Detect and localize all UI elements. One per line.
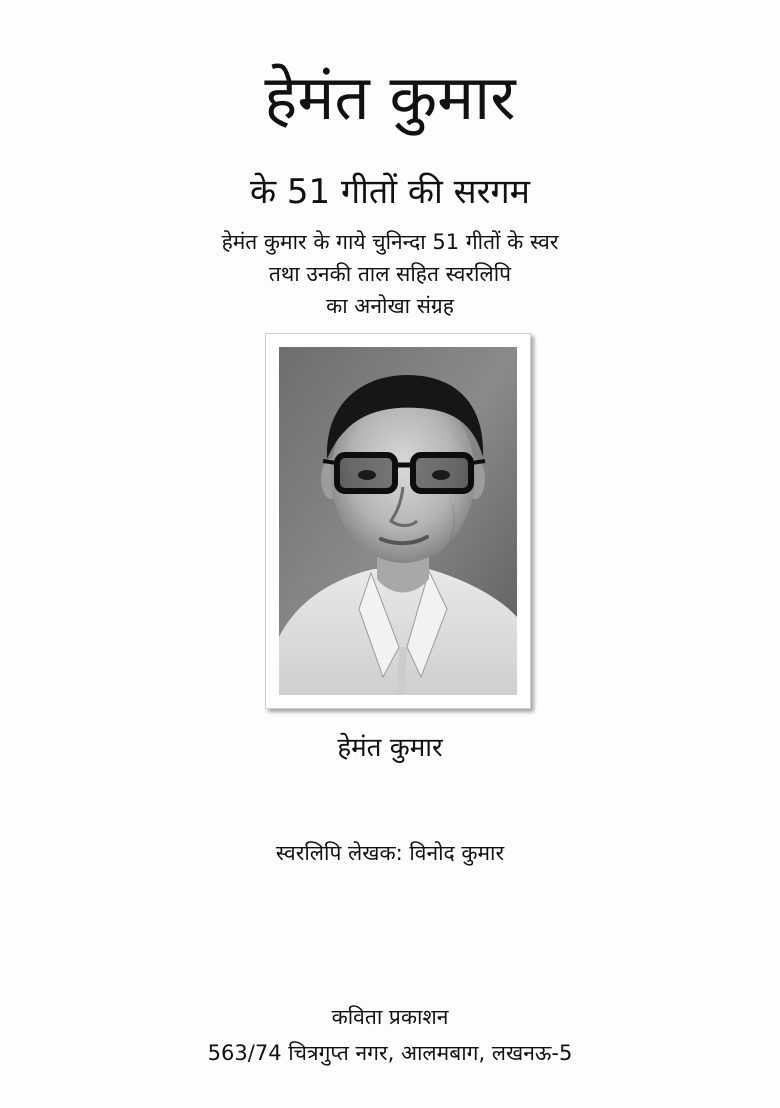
notation-author: स्वरलिपि लेखक: विनोद कुमार	[275, 841, 505, 865]
description-line: का अनोखा संग्रह	[326, 294, 454, 318]
description-line: तथा उनकी ताल सहित स्वरलिपि	[268, 262, 512, 286]
book-description	[0, 226, 780, 322]
portrait-photo	[279, 347, 517, 695]
portrait-photo-image	[279, 347, 517, 695]
portrait-photo-frame	[265, 333, 531, 709]
book-subtitle: के 51 गीतों की सरगम	[249, 172, 531, 212]
publisher-address: 563/74 चित्रगुप्त नगर, आलमबाग, लखनऊ-5	[207, 1041, 573, 1065]
publisher-name: कविता प्रकाशन	[331, 1005, 449, 1029]
book-title: हेमंत कुमार	[264, 61, 516, 134]
portrait-caption: हेमंत कुमार	[337, 733, 443, 763]
description-line: हेमंत कुमार के गाये चुनिन्दा 51 गीतों के स्वर	[221, 230, 559, 254]
